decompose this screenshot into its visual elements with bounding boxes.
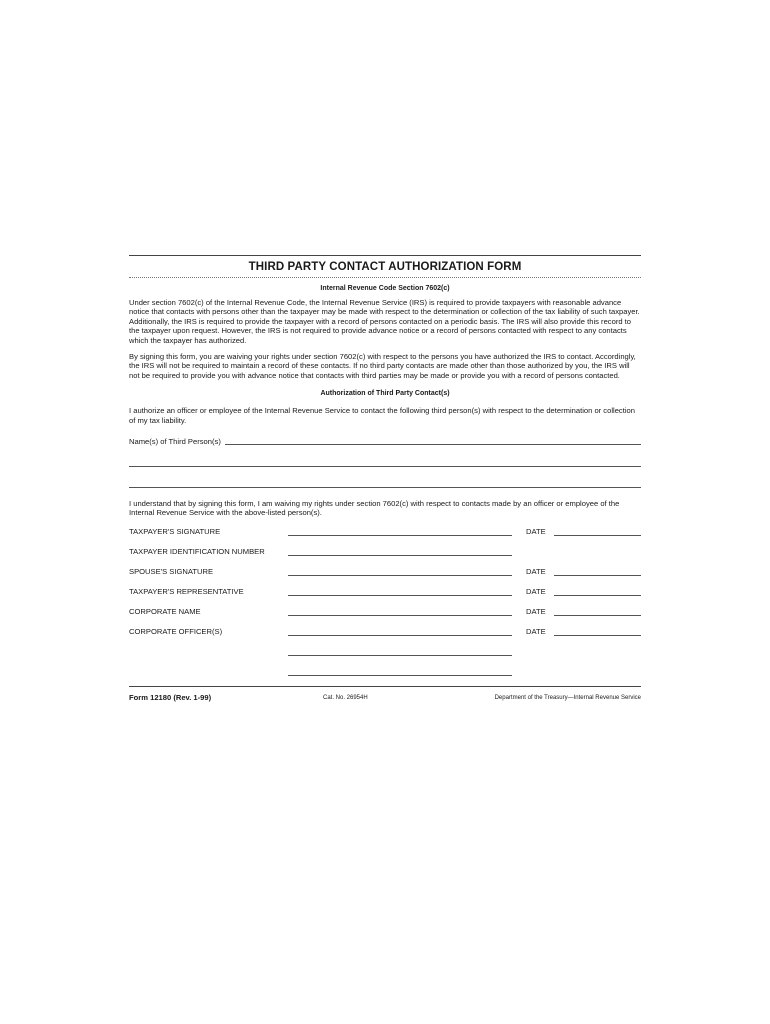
representative-date-label: DATE — [526, 586, 546, 596]
representative-date-field[interactable] — [554, 595, 641, 596]
representative-row — [129, 587, 641, 597]
third-person-names-field[interactable] — [225, 444, 641, 445]
corporate-officer-field[interactable] — [288, 635, 512, 636]
corporate-name-date-label: DATE — [526, 606, 546, 616]
form-title: THIRD PARTY CONTACT AUTHORIZATION FORM — [248, 261, 522, 273]
representative-field[interactable] — [288, 595, 512, 596]
waiver-paragraph: By signing this form, you are waiving your rights under section 7602(c) with respect to the persons you have authorized the IRS to contact. Accordingly, the IRS will not be required to maintain a record of these contacts. If no third party contacts are made other than those authorized by you, the IRS will not be required to provide you with advance notice that contacts with third parties may be made or provide you with a record of persons contacted. — [129, 352, 636, 380]
corporate-officer-extra-row-2 — [129, 667, 641, 677]
taxpayer-date-field[interactable] — [554, 535, 641, 536]
taxpayer-signature-row — [129, 527, 641, 537]
corporate-officer-extra-row-1 — [129, 647, 641, 657]
spouse-signature-row — [129, 567, 641, 577]
spouse-signature-field[interactable] — [288, 575, 512, 576]
authorization-heading: Authorization of Third Party Contact(s) — [320, 390, 450, 398]
tin-field[interactable] — [288, 555, 512, 556]
corporate-officer-date-label: DATE — [526, 626, 546, 636]
taxpayer-signature-field[interactable] — [288, 535, 512, 536]
signature-block — [129, 527, 641, 677]
tin-row — [129, 547, 641, 557]
third-person-names-label: Name(s) of Third Person(s) — [129, 437, 221, 447]
department-name: Department of the Treasury—Internal Revenue Service — [494, 694, 641, 701]
tin-label: TAXPAYER IDENTIFICATION NUMBER — [129, 546, 265, 556]
top-rule — [129, 255, 641, 256]
third-person-names-line-2[interactable] — [129, 466, 641, 467]
spouse-date-label: DATE — [526, 566, 546, 576]
corporate-name-field[interactable] — [288, 615, 512, 616]
third-person-names-row — [129, 436, 641, 446]
corporate-officer-label: CORPORATE OFFICER(S) — [129, 626, 223, 636]
spouse-signature-label: SPOUSE'S SIGNATURE — [129, 566, 214, 576]
corporate-officer-field-2[interactable] — [288, 655, 512, 656]
corporate-name-row — [129, 607, 641, 617]
intro-paragraph: Under section 7602(c) of the Internal Revenue Code, the Internal Revenue Service (IRS) is required to provide taxpayers with reasonable advance notice that contacts with persons other than the taxpayer may be made with respect to the determination or collection of the tax liability of such taxpayer. Additionally, the IRS is required to provide the taxpayer with a record of persons contacted on a periodic basis. The IRS will also provide this record to the taxpayer upon request. However, the IRS is not required to provide advance notice or a record of persons contacted with respect to any contacts which the taxpayer has authorized. — [129, 298, 640, 345]
corporate-name-date-field[interactable] — [554, 615, 641, 616]
taxpayer-date-label: DATE — [526, 526, 546, 536]
spouse-date-field[interactable] — [554, 575, 641, 576]
catalog-number: Cat. No. 26954H — [323, 694, 368, 701]
form-footer — [129, 693, 641, 705]
acknowledgement-paragraph: I understand that by signing this form, I am waiving my rights under section 7602(c) with respect to contacts made by an officer or employee of the Internal Revenue Service with the above-listed person(s). — [129, 499, 620, 518]
representative-label: TAXPAYER'S REPRESENTATIVE — [129, 586, 244, 596]
corporate-officer-date-field[interactable] — [554, 635, 641, 636]
corporate-name-label: CORPORATE NAME — [129, 606, 201, 616]
form-number: Form 12180 (Rev. 1-99) — [129, 692, 212, 702]
corporate-officer-row — [129, 627, 641, 637]
form-subtitle: Internal Revenue Code Section 7602(c) — [320, 285, 450, 292]
third-person-names-line-3[interactable] — [129, 487, 641, 488]
bottom-rule — [129, 686, 641, 687]
taxpayer-signature-label: TAXPAYER'S SIGNATURE — [129, 526, 221, 536]
third-party-contact-form — [129, 255, 641, 705]
authorization-paragraph: I authorize an officer or employee of the Internal Revenue Service to contact the following third person(s) with respect to the determination or collection of my tax liability. — [129, 406, 635, 425]
title-divider — [129, 277, 641, 278]
corporate-officer-field-3[interactable] — [288, 675, 512, 676]
